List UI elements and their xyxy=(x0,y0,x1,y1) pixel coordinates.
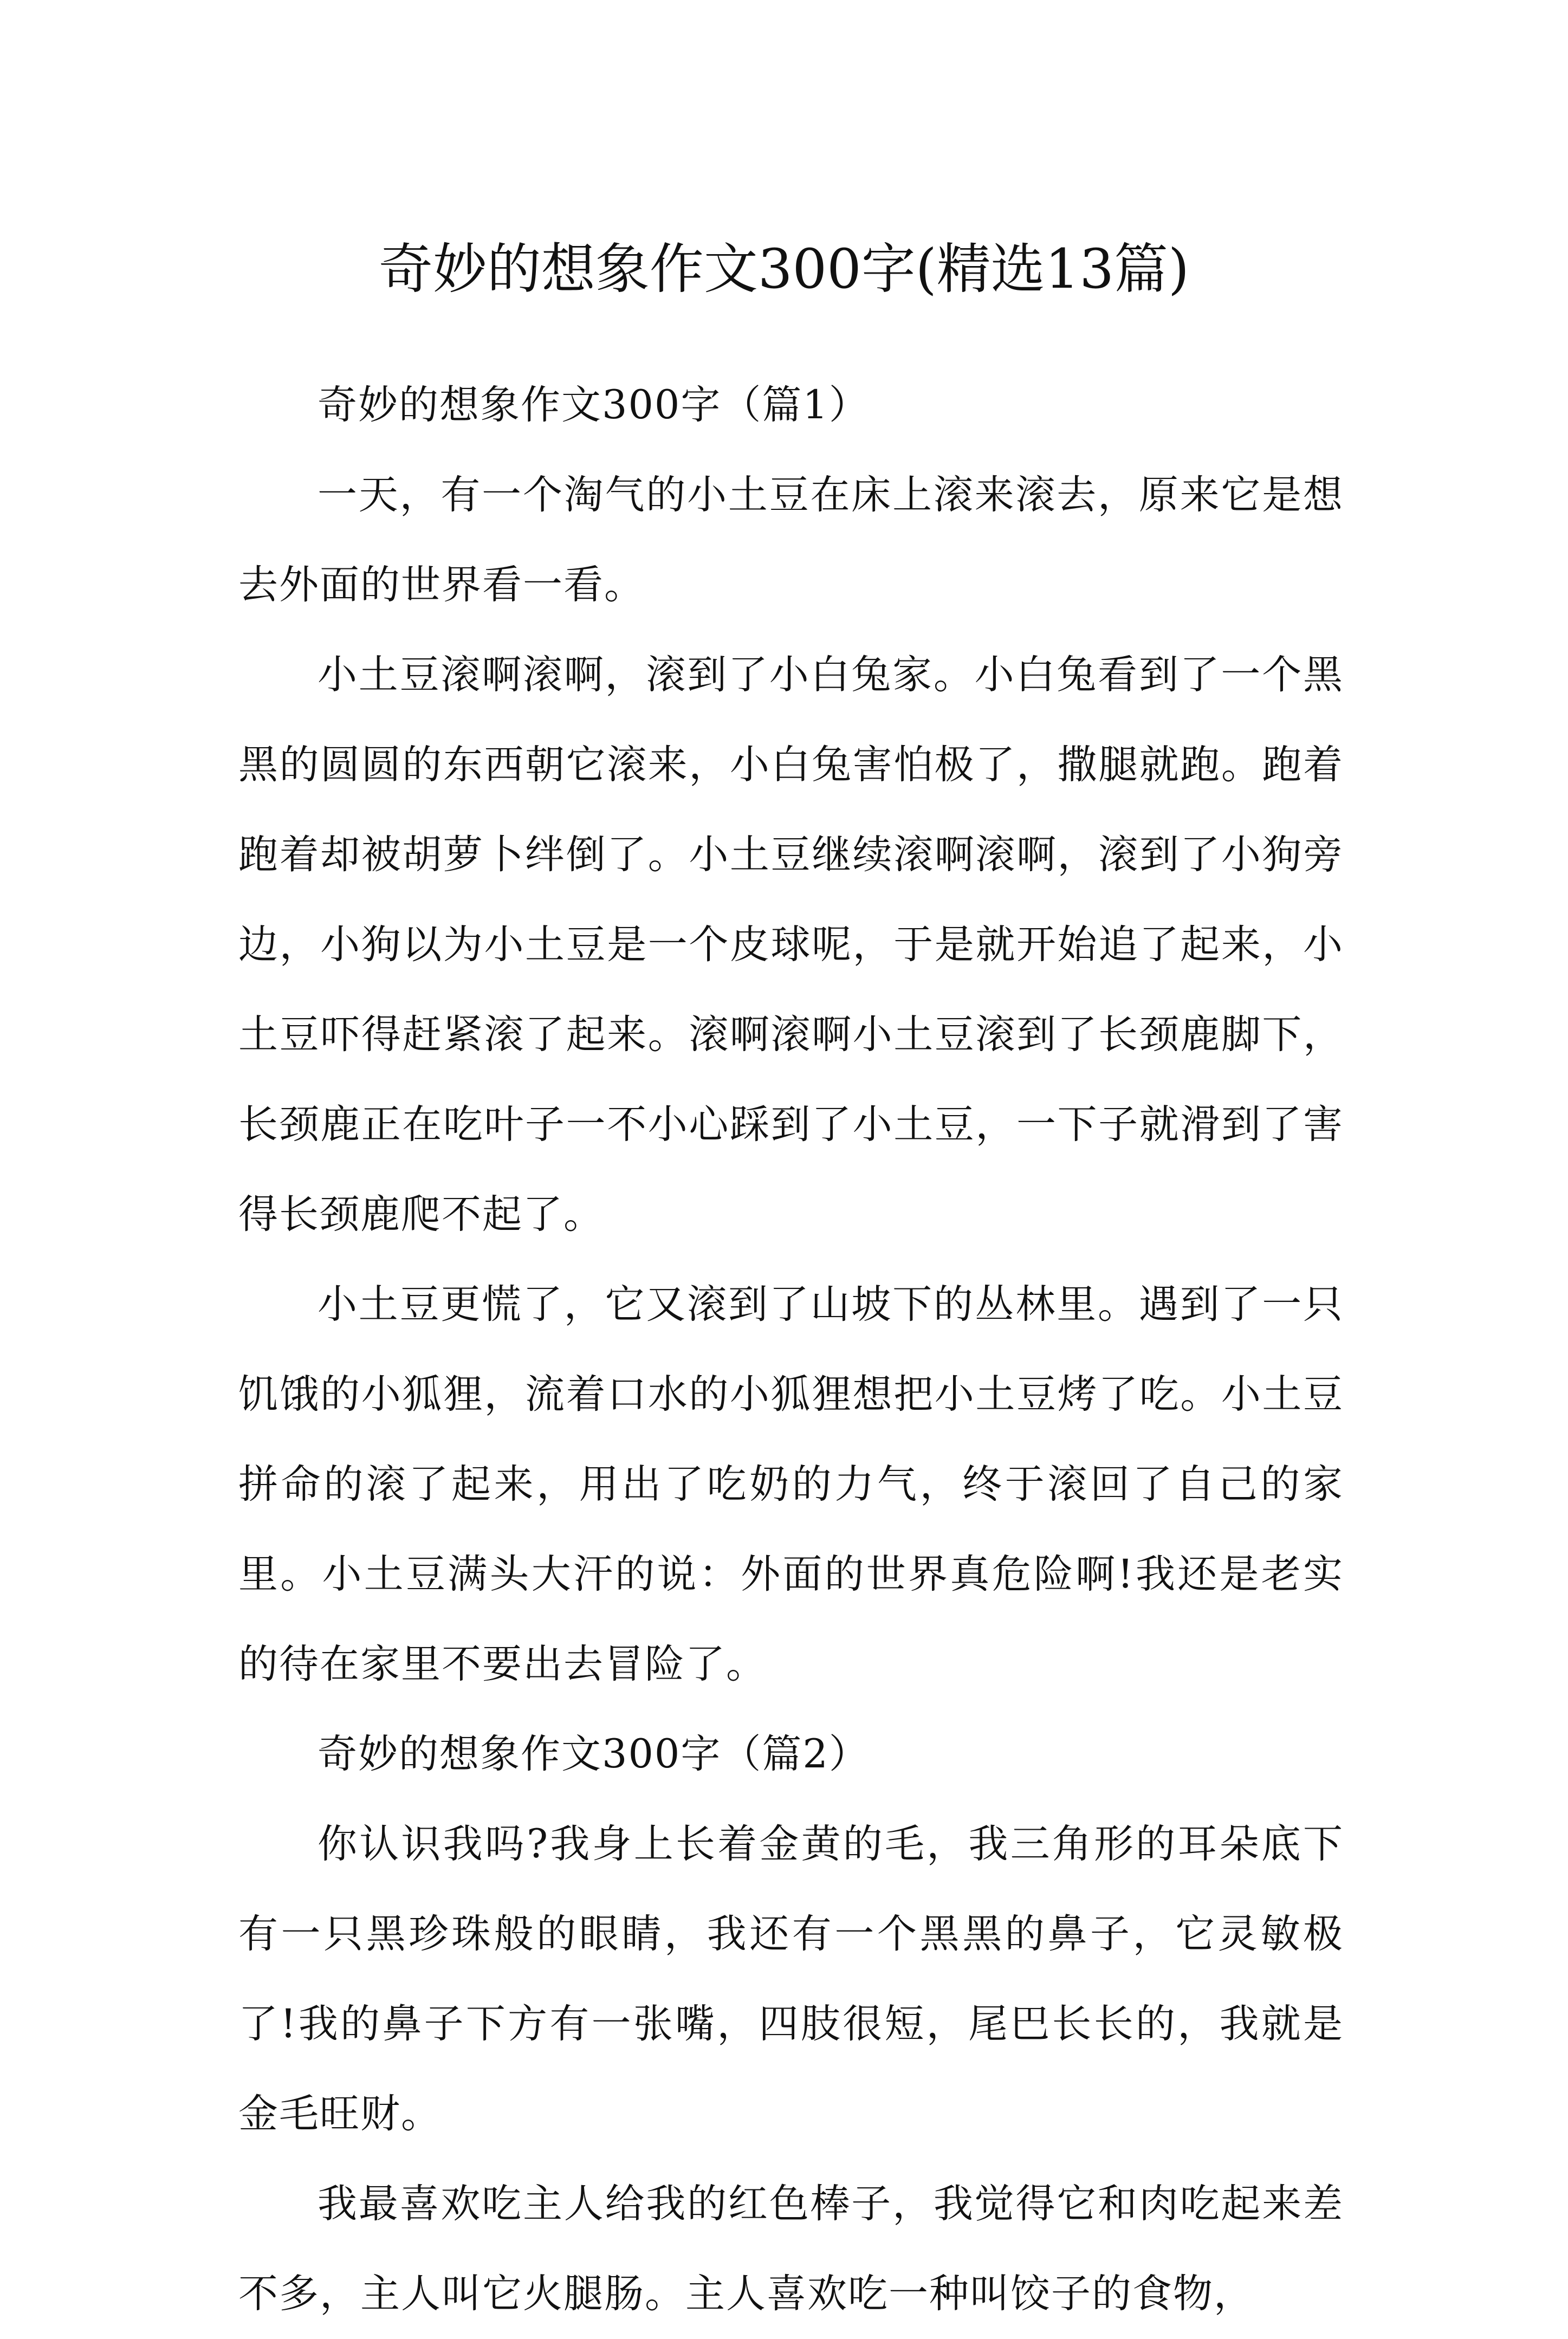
paragraph: 我最喜欢吃主人给我的红色棒子，我觉得它和肉吃起来差不多，主人叫它火腿肠。主人喜欢吃一种叫饺子的食物， xyxy=(238,2181,1344,2317)
paragraph: 小土豆更慌了，它又滚到了山坡下的丛林里。遇到了一只饥饿的小狐狸，流着口水的小狐狸想把小土豆烤了吃。小土豆拼命的滚了起来，用出了吃奶的力气，终于滚回了自己的家里。小土豆满头大汗的说：外面的世界真危险啊!我还是老实的待在家里不要出去冒险了。 xyxy=(238,1281,1344,1687)
section-heading-2: 奇妙的想象作文300字（篇2） xyxy=(318,1731,870,1777)
paragraph: 一天，有一个淘气的小土豆在床上滚来滚去，原来它是想去外面的世界看一看。 xyxy=(238,472,1344,608)
document-title: 奇妙的想象作文300字(精选13篇) xyxy=(378,237,1190,301)
paragraph: 小土豆滚啊滚啊，滚到了小白兔家。小白兔看到了一个黑黑的圆圆的东西朝它滚来，小白兔害怕极了，撒腿就跑。跑着跑着却被胡萝卜绊倒了。小土豆继续滚啊滚啊，滚到了小狗旁边，小狗以为小土豆是一个皮球呢，于是就开始追了起来，小土豆吓得赶紧滚了起来。滚啊滚啊小土豆滚到了长颈鹿脚下，长颈鹿正在吃叶子一不小心踩到了小土豆，一下子就滑到了害得长颈鹿爬不起了。 xyxy=(238,652,1344,1237)
document-body xyxy=(238,360,1344,2339)
paragraph: 你认识我吗?我身上长着金黄的毛，我三角形的耳朵底下有一只黑珍珠般的眼睛，我还有一个黑黑的鼻子，它灵敏极了!我的鼻子下方有一张嘴，四肢很短，尾巴长长的，我就是金毛旺财。 xyxy=(238,1821,1344,2137)
section-heading-1: 奇妙的想象作文300字（篇1） xyxy=(318,382,870,428)
